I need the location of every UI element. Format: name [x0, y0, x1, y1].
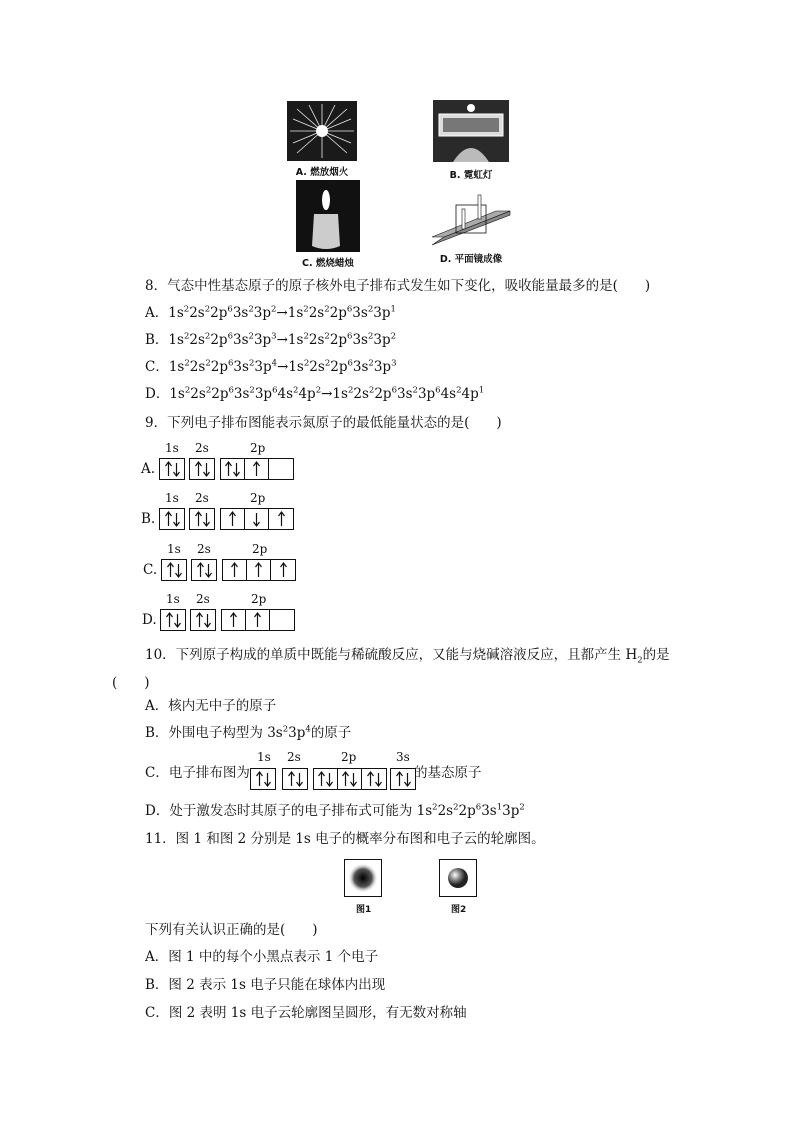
- q11-option-a: A．图 1 中的每个小黑点表示 1 个电子: [145, 949, 379, 965]
- electron-count: 1: [390, 304, 396, 315]
- orbital-symbol: 2s: [308, 332, 325, 348]
- orbital-cell: [221, 509, 245, 529]
- spin-up-arrow-icon: [256, 771, 263, 787]
- q10-stem-sub: 2: [637, 655, 643, 666]
- spin-up-arrow-icon: [254, 612, 261, 628]
- orbital-box: [220, 458, 294, 480]
- orbital-label: 2s: [195, 441, 209, 455]
- orbital-symbol: 3p: [417, 386, 436, 402]
- electron-count: 2: [453, 802, 459, 813]
- orbital-symbol: 2s: [189, 305, 205, 321]
- orbital-symbol: 3p: [502, 803, 520, 819]
- spin-up-arrow-icon: [396, 771, 403, 787]
- orbital-symbol: 3p: [254, 386, 273, 402]
- spin-up-arrow-icon: [195, 511, 202, 527]
- spin-down-arrow-icon: [350, 771, 357, 787]
- spin-down-arrow-icon: [375, 771, 382, 787]
- orbital-label: 1s: [165, 441, 179, 455]
- image-b-caption: B. 霓虹灯: [449, 170, 493, 181]
- q8-option-c: [145, 358, 397, 376]
- orbital-symbol: 1s: [332, 386, 348, 402]
- electron-count: 2: [315, 385, 322, 396]
- fireworks-image: [287, 101, 357, 161]
- spin-up-arrow-icon: [165, 461, 172, 477]
- q10-d-pre: D．处于激发态时其原子的电子排布式可能为: [145, 803, 417, 819]
- electron-count: 2: [303, 304, 309, 315]
- orbital-symbol: 3s: [232, 305, 249, 321]
- option-label: B．: [145, 332, 169, 348]
- image-a-caption: A. 燃放烟火: [295, 167, 349, 178]
- orbital-cell: [223, 560, 247, 580]
- orbital-label: 2s: [197, 542, 211, 556]
- q8-option-b: [145, 331, 396, 349]
- orbital-cell: [314, 769, 338, 789]
- q9-stem: 9．下列电子排布图能表示氮原子的最低能量状态的是( ): [145, 415, 502, 431]
- electron-count: 2: [368, 331, 374, 342]
- candle-image: [296, 180, 360, 252]
- electron-count: 6: [227, 304, 233, 315]
- orbital-label: 3s: [396, 750, 410, 764]
- orbital-box: [220, 508, 294, 530]
- q10-b-sup1: 2: [282, 724, 289, 735]
- orbital-box: [189, 458, 215, 480]
- orbital-label: 1s: [165, 491, 179, 505]
- orbital-cell: [160, 509, 184, 529]
- electron-count: 2: [293, 385, 299, 396]
- orbital-box: [159, 508, 185, 530]
- orbital-symbol: 2s: [189, 359, 206, 375]
- orbital-cell: [269, 459, 293, 479]
- spin-down-arrow-icon: [264, 771, 271, 787]
- orbital-cell: [161, 610, 185, 630]
- orbital-symbol: 3p: [373, 332, 391, 348]
- q9-option-label: D.: [142, 612, 157, 628]
- orbital-label: 2p: [252, 542, 268, 556]
- electron-count: 2: [368, 358, 374, 369]
- electron-count: 2: [432, 802, 438, 813]
- orbital-symbol: 2s: [437, 803, 454, 819]
- orbital-symbol: 1s: [287, 332, 304, 348]
- electron-count: 2: [183, 304, 190, 315]
- orbital-symbol: 1s: [288, 359, 304, 375]
- orbital-cell: [251, 769, 275, 789]
- electron-count: 2: [347, 385, 354, 396]
- q9-option-label: B.: [141, 511, 156, 527]
- orbital-symbol: 4p: [298, 386, 316, 402]
- orbital-symbol: 3s: [232, 332, 249, 348]
- orbital-cell: [190, 459, 214, 479]
- electron-cloud-contour-figure: [439, 859, 477, 897]
- electron-count: 1: [496, 802, 503, 813]
- image-d-caption: D. 平面镜成像: [439, 254, 503, 265]
- q10-d-config: [417, 803, 525, 819]
- orbital-box: [313, 768, 387, 790]
- orbital-cell: [271, 560, 295, 580]
- q8-option-a: [145, 304, 396, 322]
- electron-count: 2: [248, 358, 255, 369]
- electron-count: 2: [456, 385, 462, 396]
- electron-count: 6: [347, 358, 353, 369]
- q8-option-d: [145, 385, 484, 403]
- q10-option-c-pre: C．电子排布图为: [145, 765, 250, 781]
- orbital-symbol: 3s: [233, 359, 249, 375]
- electron-count: 6: [272, 385, 278, 396]
- electron-count: 2: [324, 304, 330, 315]
- orbital-cell: [160, 459, 184, 479]
- spin-up-arrow-icon: [342, 771, 349, 787]
- orbital-cell: [391, 769, 415, 789]
- orbital-symbol: 3s: [233, 386, 250, 402]
- electron-count: 2: [303, 358, 310, 369]
- orbital-symbol: 2p: [210, 332, 228, 348]
- electron-count: 2: [412, 385, 418, 396]
- q11-prompt: 下列有关认识正确的是( ): [145, 922, 318, 938]
- electron-count: 2: [303, 331, 309, 342]
- orbital-symbol: 2p: [329, 332, 348, 348]
- orbital-symbol: 2p: [210, 305, 228, 321]
- electron-count: 2: [248, 304, 254, 315]
- electron-count: 2: [205, 358, 211, 369]
- electron-count: 6: [391, 385, 397, 396]
- orbital-symbol: 4s: [440, 386, 457, 402]
- electron-count: 2: [368, 385, 375, 396]
- q11-option-c: C．图 2 表明 1s 电子云轮廓图呈圆形，有无数对称轴: [145, 1005, 467, 1021]
- spin-up-arrow-icon: [165, 511, 172, 527]
- orbital-symbol: 2p: [374, 386, 392, 402]
- orbital-cell: [192, 560, 216, 580]
- electron-count: 2: [390, 331, 397, 342]
- spin-up-arrow-icon: [255, 562, 262, 578]
- orbital-label: 2s: [195, 491, 209, 505]
- orbital-cell: [247, 560, 271, 580]
- spin-up-arrow-icon: [167, 562, 174, 578]
- q11-stem: 11．图 1 和图 2 分别是 1s 电子的概率分布图和电子云的轮廓图。: [145, 831, 545, 847]
- orbital-symbol: 2s: [189, 332, 205, 348]
- orbital-symbol: 2p: [211, 386, 229, 402]
- transition-arrow: →: [276, 332, 288, 348]
- spin-up-arrow-icon: [225, 461, 232, 477]
- spin-down-arrow-icon: [175, 562, 182, 578]
- electron-count: 2: [271, 304, 277, 315]
- q9-option-label: C.: [143, 562, 158, 578]
- transition-arrow: →: [276, 305, 288, 321]
- orbital-symbol: 3s: [352, 305, 368, 321]
- electron-count: 6: [346, 304, 353, 315]
- orbital-cell: [245, 509, 269, 529]
- spin-down-arrow-icon: [253, 511, 260, 527]
- fig2-caption: 图2: [451, 905, 467, 915]
- electron-count: 6: [435, 385, 441, 396]
- q10-option-b: [145, 724, 351, 742]
- orbital-box: [282, 768, 308, 790]
- electron-count: 2: [184, 358, 190, 369]
- spin-down-arrow-icon: [203, 461, 210, 477]
- spin-down-arrow-icon: [173, 461, 180, 477]
- spin-down-arrow-icon: [326, 771, 333, 787]
- orbital-symbol: 1s: [169, 386, 185, 402]
- orbital-symbol: 3s: [352, 332, 368, 348]
- orbital-symbol: 1s: [287, 305, 304, 321]
- orbital-label: 1s: [167, 542, 181, 556]
- electron-count: 2: [367, 304, 374, 315]
- spin-down-arrow-icon: [174, 612, 181, 628]
- electron-count: 2: [519, 802, 525, 813]
- electron-count: 2: [205, 385, 212, 396]
- electron-count: 2: [324, 331, 330, 342]
- orbital-cell: [270, 610, 294, 630]
- orbital-symbol: 2s: [353, 386, 369, 402]
- spin-up-arrow-icon: [318, 771, 325, 787]
- spin-down-arrow-icon: [203, 511, 210, 527]
- orbital-label: 2p: [251, 592, 267, 606]
- orbital-box: [189, 508, 215, 530]
- orbital-label: 1s: [166, 592, 180, 606]
- orbital-symbol: 4s: [277, 386, 294, 402]
- spin-up-arrow-icon: [229, 511, 236, 527]
- orbital-symbol: 3p: [253, 305, 271, 321]
- q10-stem-tail: 的是: [642, 647, 670, 663]
- orbital-symbol: 3p: [254, 359, 272, 375]
- electron-count: 6: [347, 331, 353, 342]
- orbital-cell: [283, 769, 307, 789]
- orbital-symbol: 4p: [461, 386, 479, 402]
- orbital-symbol: 3s: [481, 803, 497, 819]
- orbital-label: 2s: [287, 750, 301, 764]
- orbital-cell: [162, 560, 186, 580]
- spin-down-arrow-icon: [296, 771, 303, 787]
- spin-down-arrow-icon: [204, 612, 211, 628]
- orbital-symbol: 2s: [308, 305, 325, 321]
- orbital-box: [161, 559, 187, 581]
- transition-arrow: →: [321, 386, 333, 402]
- orbital-symbol: 3s: [352, 359, 369, 375]
- option-label: D．: [145, 386, 170, 402]
- orbital-symbol: 2p: [329, 305, 347, 321]
- orbital-label: 2p: [341, 750, 357, 764]
- electron-count: 6: [228, 385, 234, 396]
- q10-option-d: [145, 802, 525, 820]
- electron-count: 6: [227, 331, 233, 342]
- image-c-caption: C. 燃烧蜡烛: [302, 258, 354, 269]
- orbital-box: [159, 458, 185, 480]
- orbital-label: 2s: [196, 592, 210, 606]
- q10-option-c-post: 的基态原子: [414, 765, 482, 781]
- spin-down-arrow-icon: [205, 562, 212, 578]
- mirror-image: [430, 185, 512, 249]
- orbital-symbol: 1s: [168, 332, 184, 348]
- spin-down-arrow-icon: [173, 511, 180, 527]
- spin-up-arrow-icon: [367, 771, 374, 787]
- orbital-box: [160, 609, 186, 631]
- orbital-cell: [269, 509, 293, 529]
- orbital-symbol: 3s: [396, 386, 413, 402]
- spin-up-arrow-icon: [166, 612, 173, 628]
- orbital-symbol: 2s: [309, 359, 325, 375]
- orbital-label: 1s: [257, 750, 271, 764]
- electron-count: 2: [248, 331, 254, 342]
- electron-count: 2: [183, 331, 190, 342]
- orbital-symbol: 3p: [373, 359, 392, 375]
- orbital-cell: [362, 769, 386, 789]
- neon-sign-image: [433, 100, 509, 162]
- q10-b-mid: 3p: [288, 725, 306, 741]
- orbital-box: [191, 559, 217, 581]
- spin-up-arrow-icon: [197, 562, 204, 578]
- electron-count: 2: [184, 385, 191, 396]
- orbital-symbol: 2p: [458, 803, 476, 819]
- orbital-symbol: 2p: [210, 359, 228, 375]
- orbital-label: 2p: [250, 491, 266, 505]
- orbital-symbol: 1s: [416, 803, 433, 819]
- orbital-symbol: 1s: [168, 305, 184, 321]
- orbital-symbol: 2p: [330, 359, 348, 375]
- orbital-symbol: 1s: [168, 359, 185, 375]
- orbital-box: [221, 609, 295, 631]
- electron-count: 3: [391, 358, 397, 369]
- option-label: C．: [145, 359, 169, 375]
- orbital-cell: [222, 610, 246, 630]
- q10-paren: ( ): [112, 675, 150, 691]
- spin-up-arrow-icon: [278, 511, 285, 527]
- spin-up-arrow-icon: [196, 612, 203, 628]
- fig1-caption: 图1: [356, 905, 372, 915]
- transition-arrow: →: [277, 359, 289, 375]
- spin-up-arrow-icon: [195, 461, 202, 477]
- orbital-cell: [245, 459, 269, 479]
- option-label: A．: [145, 305, 169, 321]
- q10-b-pre: B．外围电子构型为 3s: [145, 725, 283, 741]
- spin-down-arrow-icon: [404, 771, 411, 787]
- orbital-box: [222, 559, 296, 581]
- orbital-symbol: 3p: [373, 305, 391, 321]
- probability-distribution-figure: [344, 859, 382, 897]
- spin-up-arrow-icon: [280, 562, 287, 578]
- q9-option-label: A.: [141, 461, 156, 477]
- spin-up-arrow-icon: [253, 461, 260, 477]
- electron-count: 2: [249, 385, 255, 396]
- orbital-box: [250, 768, 276, 790]
- orbital-cell: [338, 769, 362, 789]
- orbital-box: [390, 768, 416, 790]
- electron-count: 1: [478, 385, 485, 396]
- spin-down-arrow-icon: [233, 461, 240, 477]
- electron-count: 4: [271, 358, 278, 369]
- orbital-cell: [246, 610, 270, 630]
- q10-b-post: 的原子: [310, 725, 352, 741]
- q10-stem: [145, 646, 670, 664]
- orbital-label: 2p: [250, 441, 266, 455]
- electron-count: 6: [227, 358, 234, 369]
- electron-count: 2: [204, 331, 211, 342]
- orbital-symbol: 2s: [190, 386, 206, 402]
- q10-option-a: A．核内无中子的原子: [145, 698, 277, 714]
- electron-count: 3: [271, 331, 277, 342]
- q8-stem: 8．气态中性基态原子的原子核外电子排布式发生如下变化，吸收能量最多的是( ): [145, 278, 651, 294]
- q11-option-b: B．图 2 表示 1s 电子只能在球体内出现: [145, 977, 386, 993]
- orbital-cell: [190, 509, 214, 529]
- orbital-box: [190, 609, 216, 631]
- electron-count: 2: [324, 358, 331, 369]
- spin-up-arrow-icon: [288, 771, 295, 787]
- electron-count: 2: [204, 304, 211, 315]
- orbital-cell: [191, 610, 215, 630]
- spin-up-arrow-icon: [231, 562, 238, 578]
- spin-up-arrow-icon: [230, 612, 237, 628]
- q10-stem-text: 10．下列原子构成的单质中既能与稀硫酸反应，又能与烧碱溶液反应，且都产生 H: [145, 647, 638, 663]
- orbital-symbol: 3p: [253, 332, 272, 348]
- orbital-cell: [221, 459, 245, 479]
- electron-count: 6: [475, 802, 482, 813]
- q10-b-sup2: 4: [305, 724, 311, 735]
